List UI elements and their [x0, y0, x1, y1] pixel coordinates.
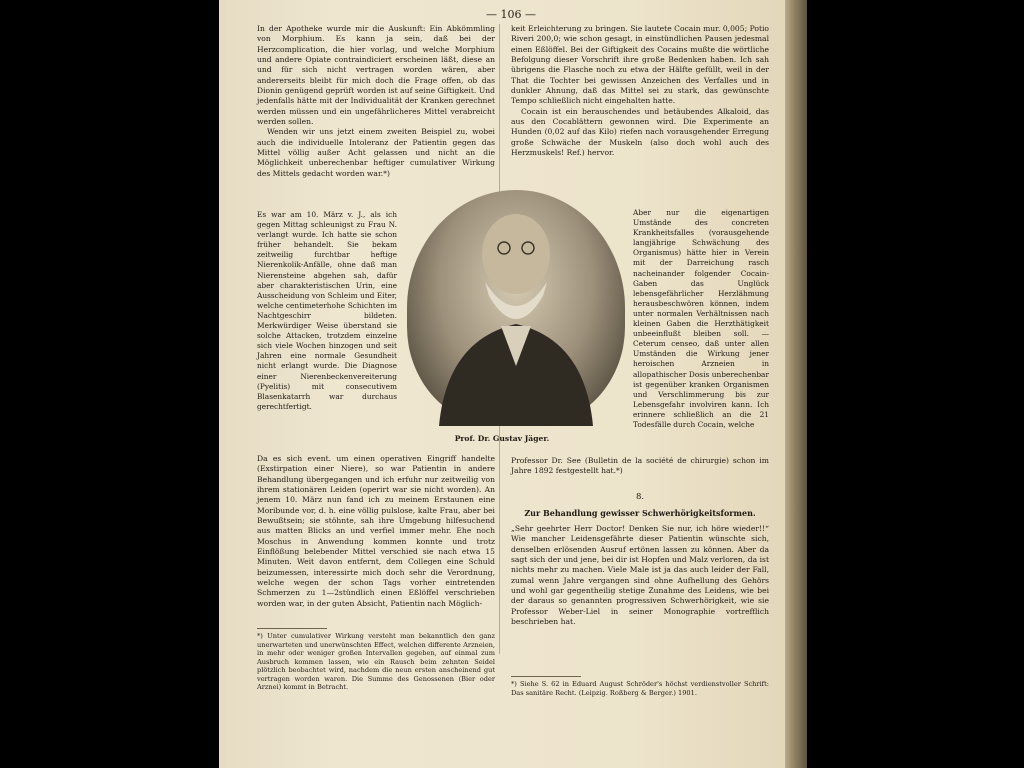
right-column-narrow: Aber nur die eigenartigen Umstände des concreten Krankheitsfalles (vorausgehende langjährige Schwächung des Organismus) hätte hier in Verein mit der Darreichung rasch nacheinander folgender Cocain-Gaben das Unglück lebensgefährlicher Herzlähmung herausbeschwören können, indem unter normalen Verhältnissen nach kleinen Gaben die Herzthätigkeit unbeeinflußt bleiben soll. — Ceterum censeo, daß unter allen Umständen die Wirkung jener heroischen Arzneien in allopathischer Dosis unberechenbar ist gegenüber kranken Organismen und Verschlimmerung bis zur Lebensgefahr involviren kann. Ich erinnere schließlich an die 21 Todesfälle durch Cocain, welche [633, 208, 769, 429]
left-paragraph-1: In der Apotheke wurde mir die Auskunft: Ein Abkömmling von Morphium. Es kann ja sein, daß bei der Herzcomplication, die hier vorlag, und welche Morphium und andere Opiate contraindiciert erscheinen läßt, diese an und für sich nicht vertragen worden wären, aber andererseits bleibt für mich doch die Frage offen, ob das Dionin genügend geprüft worden ist auf seine Giftigkeit. Und jedenfalls hätte mit der Individualität der Kranken gerechnet werden müssen und ein ungefährlicheres Mittel verabreicht werden sollen. [257, 24, 495, 127]
footnote-rule-right [511, 676, 581, 677]
left-column-narrow: Es war am 10. März v. J., als ich gegen Mittag schleunigst zu Frau N. verlangt wurde. Ich hatte sie schon früher behandelt. Sie bekam zeitweilig furchtbar heftige Nierenkolik-Anfälle, ohne daß man Nierensteine abgehen sah, dafür aber charakteristischen Urin, eine Ausscheidung von Schleim und Eiter, welche centimeterhohe Schichten im Nachtgeschirr bildeten. Merkwürdiger Weise überstand sie solche Attacken, trotzdem einzelne sich viele Wochen hinzogen und seit Jahren eine normale Gesundheit nicht erlangt wurde. Die Diagnose einer Nierenbeckenvereiterung (Pyelitis) mit consecutivem Blasenkatarrh war durchaus gerechtfertigt. [257, 210, 397, 411]
right-column-continuation: Professor Dr. See (Bulletin de la société de chirurgie) schon im Jahre 1892 festgestellt hat.*) [511, 456, 769, 476]
section-number: 8. [635, 492, 645, 502]
right-column-top [511, 24, 769, 158]
footnote-right: *) Siehe S. 62 in Eduard August Schröder's höchst verdienstvoller Schrift: Das sanitäre Recht. (Leipzig. Roßberg & Berger.) 1901. [511, 680, 769, 697]
page-number: — 106 — [486, 8, 536, 21]
portrait-head [482, 214, 550, 294]
portrait-caption: Prof. Dr. Gustav Jäger. [454, 434, 550, 443]
portrait-svg [407, 190, 625, 426]
section-body: „Sehr geehrter Herr Doctor! Denken Sie nur, ich höre wieder!!“ Wie mancher Leidensgefährte dieser Patientin wünschte sich, denselben erlösenden Ausruf ertönen lassen zu können. Aber da sagt sich der und jene, bei dir ist Hopfen und Malz verloren, da ist nichts mehr zu machen. Viele Male ist ja das auch leider der Fall, zumal wenn Jahre vergangen sind ohne Aufhellung des Gehörs und wohl gar gegentheilig stetige Zunahme des Leidens, wie bei der daraus so genannten progressiven Schwerhörigkeit, wie sie Professor Weber-Liel in seiner Monographie vortrefflich beschrieben hat. [511, 524, 769, 627]
right-paragraph-1: keit Erleichterung zu bringen. Sie lautete Cocain mur. 0,005; Potio Riveri 200,0; wie schon gesagt, in einstündlichen Pausen jedesmal einen Eßlöffel. Bei der Giftigkeit des Cocains mußte die wörtliche Befolgung dieser Vorschrift ihre große Bedenken haben. Ich sah übrigens die Flasche noch zu etwa der Hälfte gefüllt, weil in der That die Tochter bei gewissen Anzeichen des Verfalles und in dunkler Ahnung, daß das Mittel sei zu stark, das gewünschte Tempo schließlich nicht eingehalten hatte. [511, 24, 769, 106]
right-paragraph-2: Cocain ist ein berauschendes und betäubendes Alkaloid, das aus den Cocablättern gewonnen wird. Die Experimente an Hunden (0,02 auf das Kilo) riefen nach vorausgehender Erregung große Schwäche der Muskeln (also doch wohl auch des Herzmuskels! Ref.) hervor. [511, 106, 769, 158]
book-spine-edge [785, 0, 807, 768]
section-title: Zur Behandlung gewisser Schwerhörigkeitsformen. [524, 508, 756, 518]
footnote-rule-left [257, 628, 327, 629]
portrait-image [407, 190, 625, 426]
left-column-bottom: Da es sich event. um einen operativen Eingriff handelte (Exstirpation einer Niere), so war Patientin in andere Behandlung übergegangen und ich erfuhr nur zeitweilig von ihrem stationären Leiden (operirt war sie nicht worden). An jenem 10. März nun fand ich zu meinem Erstaunen eine Moribunde vor, d. h. eine völlig pulslose, kalte Frau, aber bei Bewußtsein; sie stöhnte, sah ihre Umgebung hilfesuchend aus matten Blicks an und verfiel immer mehr. Ehe noch Moschus in Anwendung kommen konnte und trotz Einflößung belebender Mittel verschied sie nach etwa 15 Minuten. Weit davon entfernt, dem Collegen eine Schuld beizumessen, interessirte mich doch sehr die Verordnung, welche wegen der schon Tags vorher eintretenden Schmerzen zu 1—2stündlich einen Eßlöffel verschrieben worden war, in der guten Absicht, Patientin nach Möglich- [257, 454, 495, 608]
footnote-left: *) Unter cumulativer Wirkung versteht man bekanntlich den ganz unerwarteten und unerwünschten Effect, welchen differente Arzneien, in mehr oder weniger großen Intervallen gegeben, auf einmal zum Ausbruch kommen lassen, wie ein Rausch beim zehnten Seidel plötzlich beobachtet wird, nachdem die neun ersten anscheinend gut vertragen worden waren. Die Summe des Genossenen (Bier oder Arznei) kommt in Betracht. [257, 632, 495, 691]
left-paragraph-2: Wenden wir uns jetzt einem zweiten Beispiel zu, wobei auch die individuelle Intoleranz der Patientin gegen das Mittel völlig außer Acht gelassen und nicht an die Möglichkeit unberechenbar heftiger cumulativer Wirkung des Mittels gedacht worden war.*) [257, 127, 495, 178]
left-column-top [257, 24, 495, 179]
document-page [219, 0, 803, 768]
